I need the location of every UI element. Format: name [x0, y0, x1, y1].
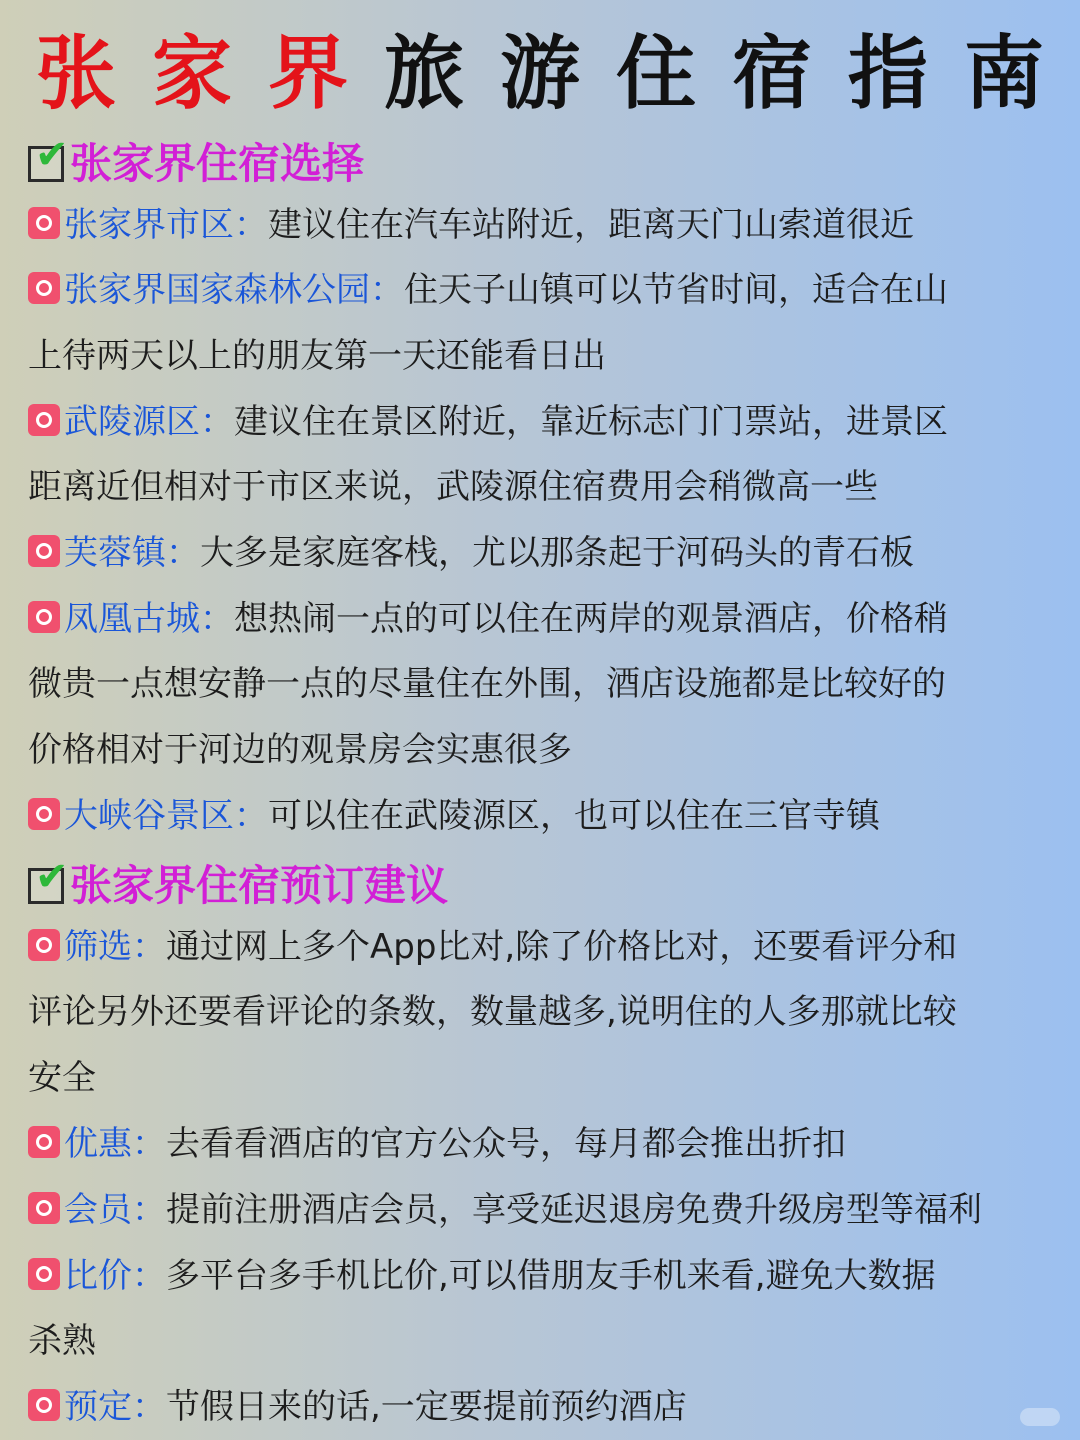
ring-bullet-icon [28, 929, 60, 961]
section-heading-text: 张家界住宿选择 [70, 139, 365, 188]
ring-bullet-icon [28, 601, 60, 633]
item-text: 提前注册酒店会员，享受延迟退房免费升级房型等福利 [166, 1190, 982, 1230]
item-text: 通过网上多个App比对,除了价格比对，还要看评分和 [166, 927, 958, 967]
title-char: 指 [848, 26, 928, 120]
checkbox-icon: ✔ [28, 868, 64, 904]
item-label: 凤凰古城： [64, 599, 234, 639]
watermark-icon [1020, 1408, 1060, 1426]
list-item-continuation: 评论另外还要看评论的条数，数量越多,说明住的人多那就比较 [28, 992, 957, 1032]
list-item [28, 270, 1078, 310]
item-text: 多平台多手机比价,可以借朋友手机来看,避免大数据 [166, 1256, 936, 1296]
list-item-continuation: 距离近但相对于市区来说，武陵源住宿费用会稍微高一些 [28, 467, 878, 507]
item-text: 想热闹一点的可以住在两岸的观景酒店，价格稍 [234, 599, 948, 639]
item-label: 武陵源区： [64, 402, 234, 442]
ring-bullet-icon [28, 404, 60, 436]
list-item [28, 1190, 1078, 1230]
checkbox-icon: ✔ [28, 146, 64, 182]
ring-bullet-icon [28, 272, 60, 304]
list-item [28, 533, 1078, 573]
title-char: 界 [268, 26, 348, 120]
item-text: 建议住在景区附近，靠近标志门门票站，进景区 [234, 402, 948, 442]
list-item [28, 796, 1078, 836]
list-item [28, 599, 1078, 639]
title-char: 南 [964, 26, 1044, 120]
title-char: 住 [616, 26, 696, 120]
list-item [28, 402, 1078, 442]
list-item [28, 1387, 1078, 1427]
list-item-continuation: 杀熟 [28, 1321, 96, 1361]
item-label: 张家界国家森林公园： [64, 270, 404, 310]
title-char: 宿 [732, 26, 812, 120]
title-char: 旅 [384, 26, 464, 120]
section-heading-accommodation-choice [28, 132, 365, 188]
ring-bullet-icon [28, 798, 60, 830]
item-label: 预定： [64, 1387, 166, 1427]
ring-bullet-icon [28, 535, 60, 567]
item-label: 比价： [64, 1256, 166, 1296]
item-text: 可以住在武陵源区，也可以住在三官寺镇 [268, 796, 880, 836]
item-text: 节假日来的话,一定要提前预约酒店 [166, 1387, 687, 1427]
item-text: 住天子山镇可以节省时间，适合在山 [404, 270, 948, 310]
item-text: 大多是家庭客栈，尤以那条起于河码头的青石板 [200, 533, 914, 573]
item-label: 优惠： [64, 1124, 166, 1164]
page-title [0, 18, 1080, 128]
title-char: 游 [500, 26, 580, 120]
list-item-continuation: 价格相对于河边的观景房会实惠很多 [28, 730, 572, 770]
title-char: 家 [152, 26, 232, 120]
item-label: 张家界市区： [64, 205, 268, 245]
item-text: 建议住在汽车站附近，距离天门山索道很近 [268, 205, 914, 245]
ring-bullet-icon [28, 1389, 60, 1421]
section-heading-text: 张家界住宿预订建议 [70, 861, 449, 910]
ring-bullet-icon [28, 207, 60, 239]
list-item [28, 1124, 1078, 1164]
ring-bullet-icon [28, 1126, 60, 1158]
item-label: 筛选： [64, 927, 166, 967]
list-item [28, 205, 1078, 245]
title-char: 张 [36, 26, 116, 120]
list-item-continuation: 上待两天以上的朋友第一天还能看日出 [28, 336, 606, 376]
item-text: 去看看酒店的官方公众号，每月都会推出折扣 [166, 1124, 846, 1164]
ring-bullet-icon [28, 1258, 60, 1290]
list-item-continuation: 微贵一点想安静一点的尽量住在外围，酒店设施都是比较好的 [28, 664, 946, 704]
item-label: 大峡谷景区： [64, 796, 268, 836]
item-label: 会员： [64, 1190, 166, 1230]
section-heading-booking-tips [28, 854, 449, 910]
list-item [28, 927, 1078, 967]
list-item-continuation: 安全 [28, 1058, 96, 1098]
ring-bullet-icon [28, 1192, 60, 1224]
item-label: 芙蓉镇： [64, 533, 200, 573]
list-item [28, 1256, 1078, 1296]
